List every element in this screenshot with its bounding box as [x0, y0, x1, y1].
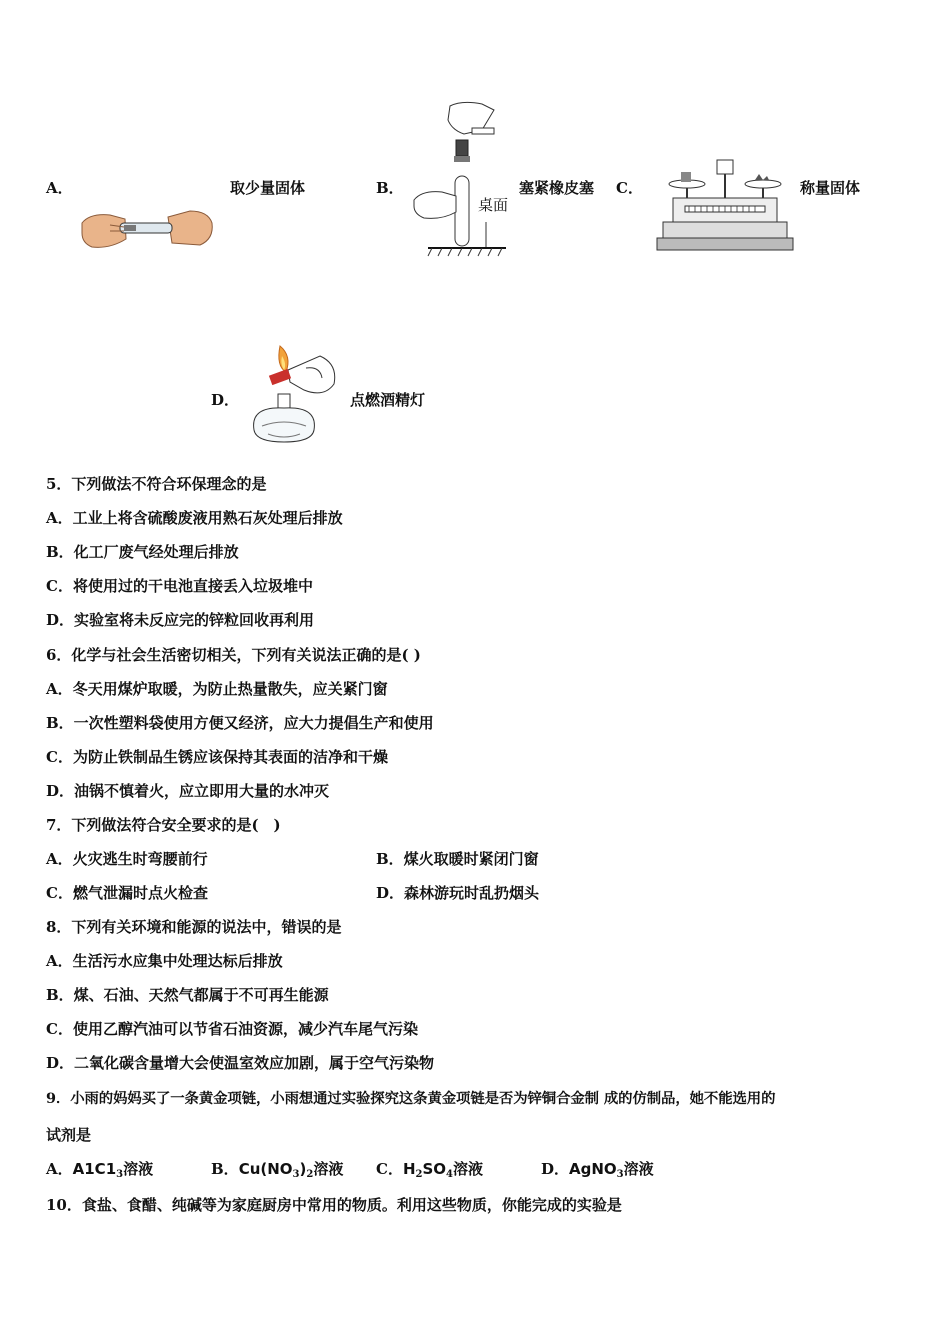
q5-option-d: D．实验室将未反应完的锌粒回收再利用: [46, 611, 315, 629]
alcohol-lamp-illustration: [240, 342, 340, 448]
q6-option-d: D．油锅不慎着火，应立即用大量的水冲灭: [46, 782, 330, 800]
q9-option-d: [541, 1158, 654, 1179]
q9-option-c: [376, 1158, 483, 1179]
q9-option-a-suffix: 溶液: [123, 1160, 154, 1178]
q4-option-d-caption: 点燃酒精灯: [350, 391, 426, 409]
q7-option-d: D．森林游玩时乱扔烟头: [376, 884, 540, 902]
q7-option-c: C．燃气泄漏时点火检查: [46, 884, 208, 902]
q4-option-c-caption: 称量固体: [800, 179, 861, 197]
q9-stem-line1: 9．小雨的妈妈买了一条黄金项链，小雨想通过实验探究这条黄金项链是否为锌铜合金制 成的仿制品，她不能选用的: [46, 1090, 776, 1107]
q9-option-c-formula: H: [402, 1160, 416, 1178]
q5-option-c: C．将使用过的干电池直接丢入垃圾堆中: [46, 577, 313, 595]
tube-in-hands-illustration: [80, 205, 215, 255]
q9-option-b-paren: ): [299, 1160, 307, 1178]
q9-option-d-subscript: 3: [616, 1169, 624, 1180]
q6-stem: 6．化学与社会生活密切相关，下列有关说法正确的是( ): [46, 646, 421, 664]
q4-option-b-letter: B．: [376, 179, 404, 197]
q4-option-a-letter: A．: [46, 179, 73, 197]
q8-option-c: C．使用乙醇汽油可以节省石油资源，减少汽车尾气污染: [46, 1020, 418, 1038]
q8-option-b: B．煤、石油、天然气都属于不可再生能源: [46, 986, 329, 1004]
q9-stem-line2: 试剂是: [46, 1126, 92, 1144]
stopper-insertion-illustration: [412, 100, 512, 260]
q6-option-a: A．冬天用煤炉取暖，为防止热量散失，应关紧门窗: [46, 680, 388, 698]
q4-option-a-caption: 取少量固体: [230, 179, 306, 197]
q9-option-c-suffix: 溶液: [453, 1160, 484, 1178]
q10-stem: 10．食盐、食醋、纯碱等为家庭厨房中常用的物质。利用这些物质，你能完成的实验是: [46, 1196, 622, 1214]
q9-option-c-formula-mid: SO: [422, 1160, 447, 1178]
q9-option-a-formula: A1C1: [72, 1160, 117, 1178]
q9-option-b: [211, 1158, 343, 1179]
q9-option-b-formula: Cu(NO: [238, 1160, 293, 1178]
q9-option-c-subscript: 2: [415, 1169, 423, 1180]
q9-option-d-formula: AgNO: [569, 1160, 617, 1178]
q8-option-a: A．生活污水应集中处理达标后排放: [46, 952, 283, 970]
q7-option-b: B．煤火取暖时紧闭门窗: [376, 850, 539, 868]
q9-option-b-letter: B．: [211, 1160, 239, 1178]
q9-option-c-subscript2: 4: [446, 1169, 454, 1180]
q5-option-b: B．化工厂废气经处理后排放: [46, 543, 239, 561]
q8-option-d: D．二氧化碳含量增大会使温室效应加剧，属于空气污染物: [46, 1054, 435, 1072]
q9-option-a-subscript: 3: [116, 1169, 124, 1180]
q6-option-c: C．为防止铁制品生锈应该保持其表面的洁净和干燥: [46, 748, 388, 766]
desk-label: 桌面: [478, 196, 509, 214]
q5-option-a: A．工业上将含硫酸废液用熟石灰处理后排放: [46, 509, 343, 527]
q9-option-d-letter: D．: [541, 1160, 570, 1178]
q7-stem: 7．下列做法符合安全要求的是( ): [46, 816, 281, 834]
q9-option-c-letter: C．: [376, 1160, 403, 1178]
q5-stem: 5．下列做法不符合环保理念的是: [46, 475, 267, 493]
q4-option-d-letter: D．: [211, 391, 240, 409]
q8-stem: 8．下列有关环境和能源的说法中，错误的是: [46, 918, 342, 936]
q9-option-a: [46, 1158, 153, 1179]
q7-option-a: A．火灾逃生时弯腰前行: [46, 850, 208, 868]
q9-option-b-subscript2: 2: [306, 1169, 314, 1180]
q4-option-c-letter: C．: [616, 179, 643, 197]
q9-option-a-letter: A．: [46, 1160, 73, 1178]
q6-option-b: B．一次性塑料袋使用方便又经济，应大力提倡生产和使用: [46, 714, 434, 732]
q9-option-b-subscript: 3: [292, 1169, 300, 1180]
q9-option-b-suffix: 溶液: [313, 1160, 344, 1178]
balance-scale-illustration: [655, 158, 795, 253]
q4-option-b-caption: 塞紧橡皮塞: [519, 179, 595, 197]
q9-option-d-suffix: 溶液: [623, 1160, 654, 1178]
